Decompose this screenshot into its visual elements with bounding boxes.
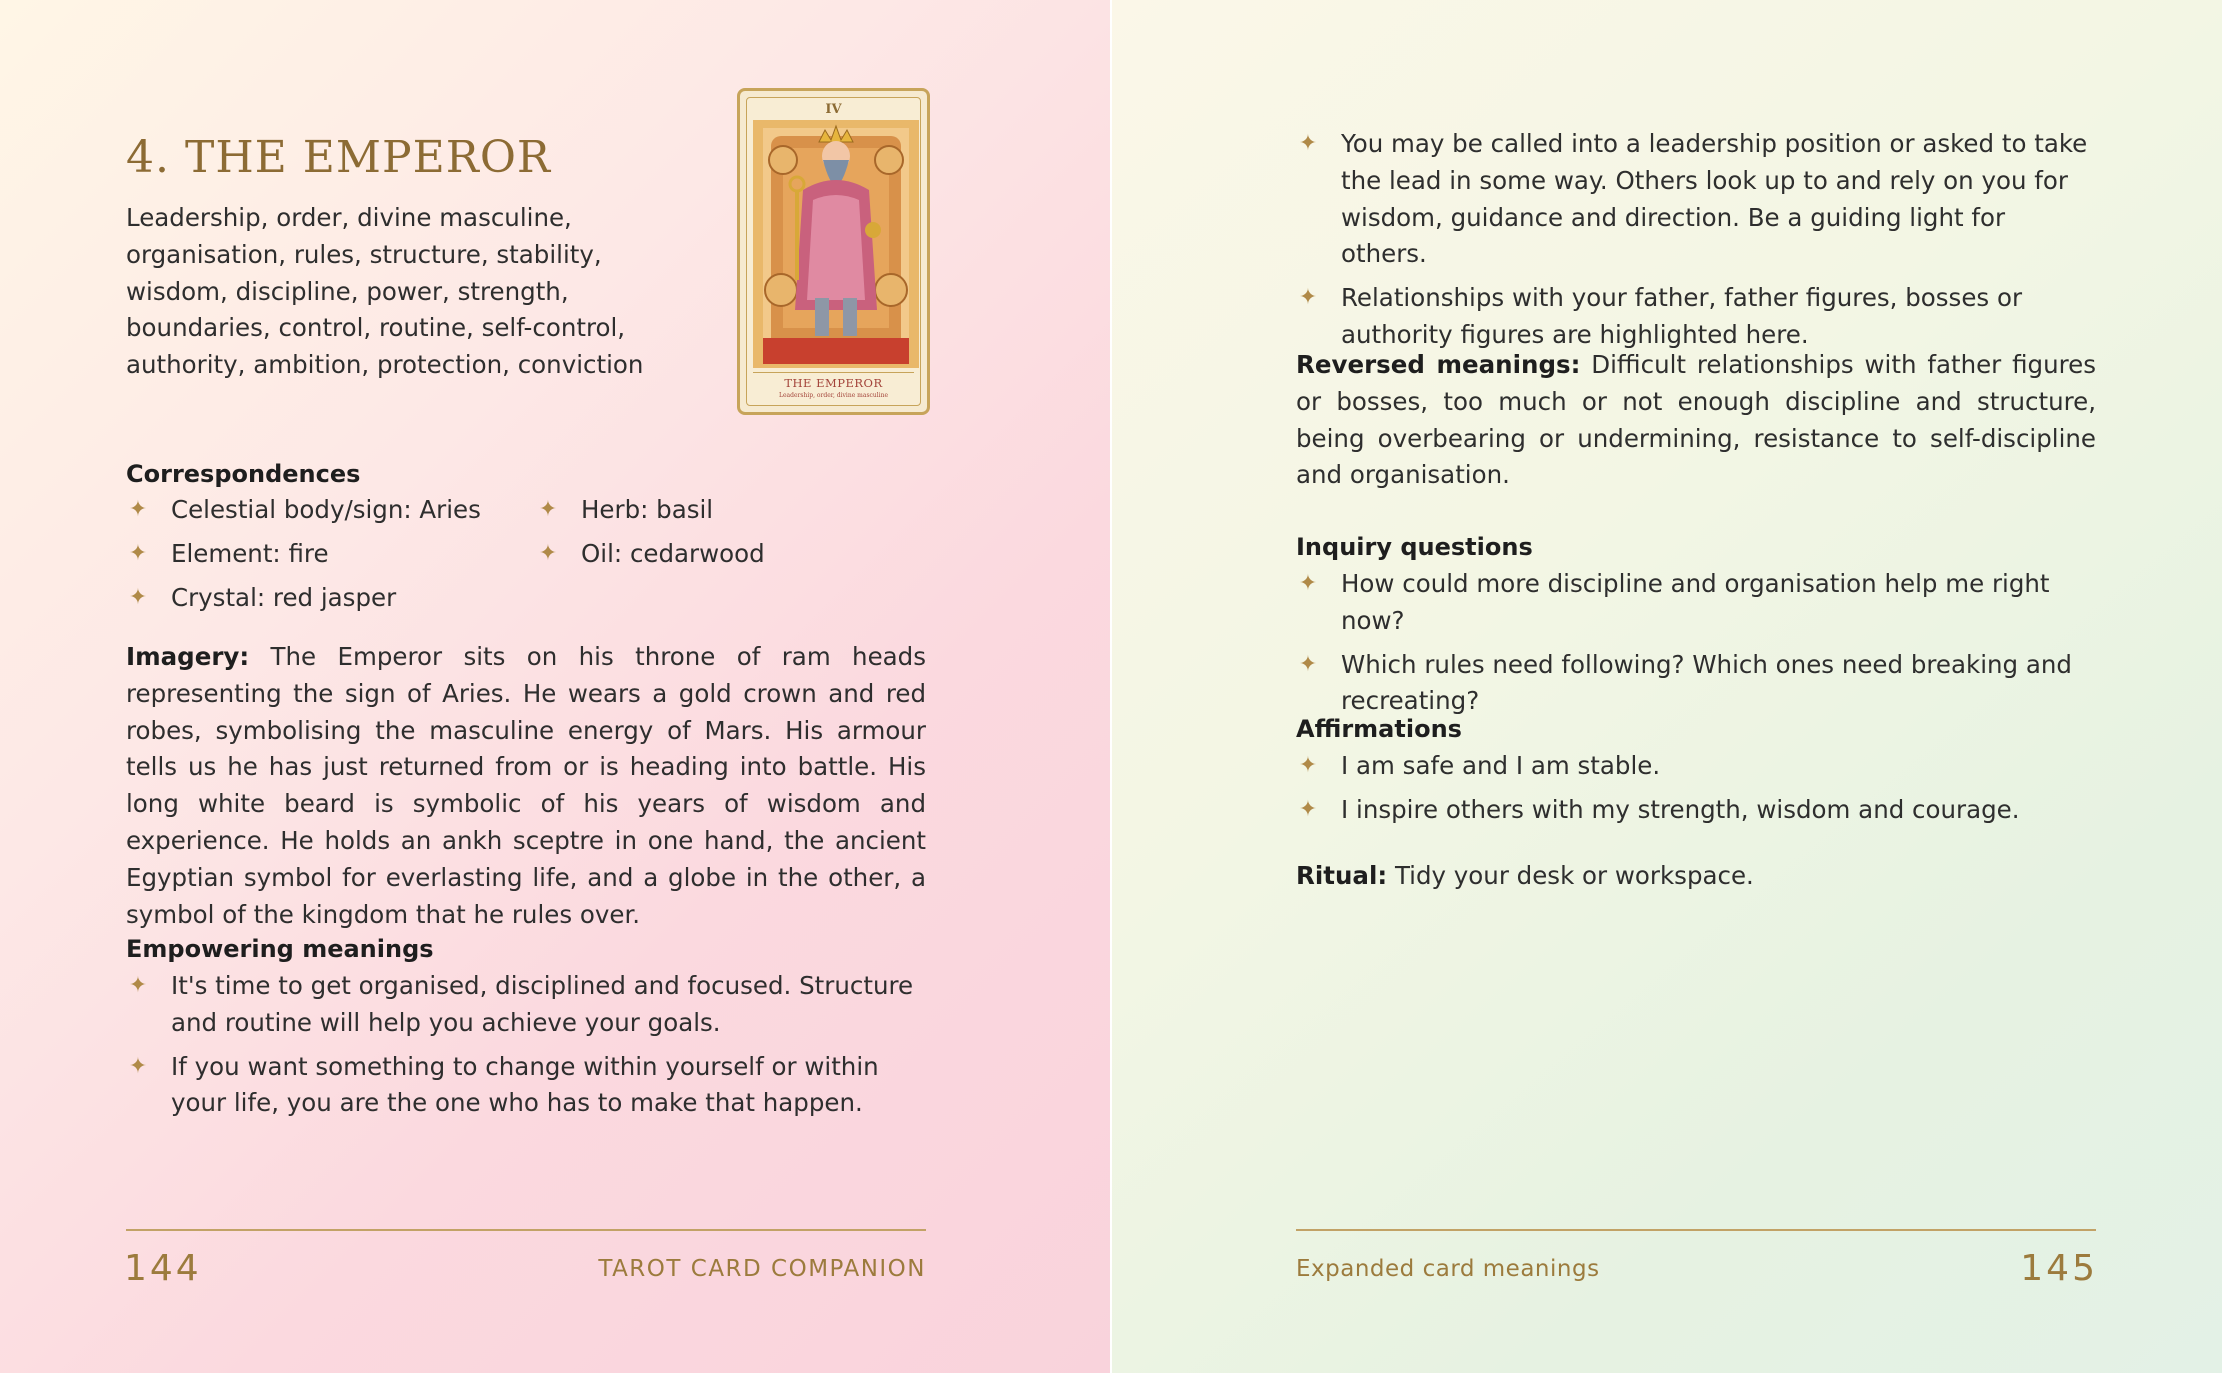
list-item: ✦ Crystal: red jasper [126, 580, 526, 617]
affirmations-list [1296, 748, 2096, 829]
footer-rule [1296, 1229, 2096, 1231]
four-point-star-icon: ✦ [1298, 285, 1318, 311]
inquiry-list [1296, 566, 2096, 720]
list-item: ✦ You may be called into a leadership position or asked to take the lead in some way. Others look up to and rely on you for wisdom, guidance and direction. Be a guiding light for others. [1296, 126, 2096, 273]
correspondences-list-1 [126, 492, 526, 616]
four-point-star-icon: ✦ [1298, 651, 1318, 677]
card-numeral: IV [825, 102, 842, 117]
list-item: ✦ It's time to get organised, disciplined and focused. Structure and routine will help you achieve your goals. [126, 968, 926, 1042]
four-point-star-icon: ✦ [1298, 753, 1318, 778]
correspondences-heading: Correspondences [126, 460, 361, 488]
inquiry-heading: Inquiry questions [1296, 533, 1533, 561]
list-item: ✦ How could more discipline and organisation help me right now? [1296, 566, 2096, 640]
ritual-label: Ritual: [1296, 861, 1388, 890]
emperor-card-illustration [737, 88, 930, 415]
correspondences-list-2 [536, 492, 936, 573]
four-point-star-icon: ✦ [1298, 571, 1318, 596]
empowering-list [126, 968, 926, 1122]
reversed-paragraph: Reversed meanings: Difficult relationships with father figures or bosses, too much or not enough discipline and structure, being overbearing or undermining, resistance to self-discipline and organisation. [1296, 350, 2097, 490]
imagery-paragraph: Imagery: The Emperor sits on his throne of ram heads representing the sign of Aries. He wears a gold crown and red robes, symbolising the masculine energy of Mars. His armour tells us he has just returned from or is heading into battle. His long white beard is symbolic of his years of wisdom and experience. He holds an ankh sceptre in one hand, the ancient Egyptian symbol for everlasting life, and a globe in the other, a symbol of the kingdom that he rules over. [126, 642, 926, 929]
reversed-label: Reversed meanings: [1296, 350, 1581, 379]
right-page [1112, 0, 2222, 1373]
four-point-star-icon: ✦ [1298, 131, 1318, 156]
list-item: ✦ I inspire others with my strength, wisdom and courage. [1296, 792, 2096, 829]
card-name: THE EMPEROR [753, 372, 914, 390]
four-point-star-icon: ✦ [128, 584, 148, 610]
running-title: TAROT CARD COMPANION [598, 1256, 926, 1282]
page-number: 144 [124, 1248, 202, 1289]
card-keywords: Leadership, order, divine masculine, organisation, rules, structure, stability, wisdom, discipline, power, strength, boundaries, control, routine, self-control, authority, ambition, protection, conviction [126, 203, 644, 380]
four-point-star-icon: ✦ [1298, 796, 1318, 822]
four-point-star-icon: ✦ [128, 1053, 148, 1079]
list-item: ✦ Celestial body/sign: Aries [126, 492, 526, 529]
list-item: ✦ Herb: basil [536, 492, 936, 529]
emperor-figure-art [753, 120, 919, 368]
page-number: 145 [2020, 1248, 2098, 1289]
empowering-heading: Empowering meanings [126, 935, 434, 963]
four-point-star-icon: ✦ [128, 540, 148, 566]
affirmations-heading: Affirmations [1296, 715, 1462, 743]
ritual-paragraph: Ritual: Tidy your desk or workspace. [1296, 861, 1754, 890]
page-title: 4. THE EMPEROR [126, 132, 552, 183]
list-item: ✦ Oil: cedarwood [536, 536, 936, 573]
list-item: ✦ Element: fire [126, 536, 526, 573]
list-item: ✦ I am safe and I am stable. [1296, 748, 2096, 785]
list-item: ✦ If you want something to change within yourself or within your life, you are the one who has to make that happen. [126, 1049, 926, 1123]
four-point-star-icon: ✦ [538, 540, 558, 566]
four-point-star-icon: ✦ [128, 973, 148, 998]
four-point-star-icon: ✦ [128, 497, 148, 522]
imagery-label: Imagery: [126, 642, 250, 671]
list-item: ✦ Which rules need following? Which ones need breaking and recreating? [1296, 647, 2096, 721]
card-subtitle: Leadership, order, divine masculine [779, 392, 888, 399]
running-title: Expanded card meanings [1296, 1256, 1600, 1282]
four-point-star-icon: ✦ [538, 497, 558, 522]
left-page [0, 0, 1110, 1373]
list-item: ✦ Relationships with your father, father figures, bosses or authority figures are highlighted here. [1296, 280, 2096, 354]
empowering-list-continued [1296, 126, 2096, 354]
footer-rule [126, 1229, 926, 1231]
